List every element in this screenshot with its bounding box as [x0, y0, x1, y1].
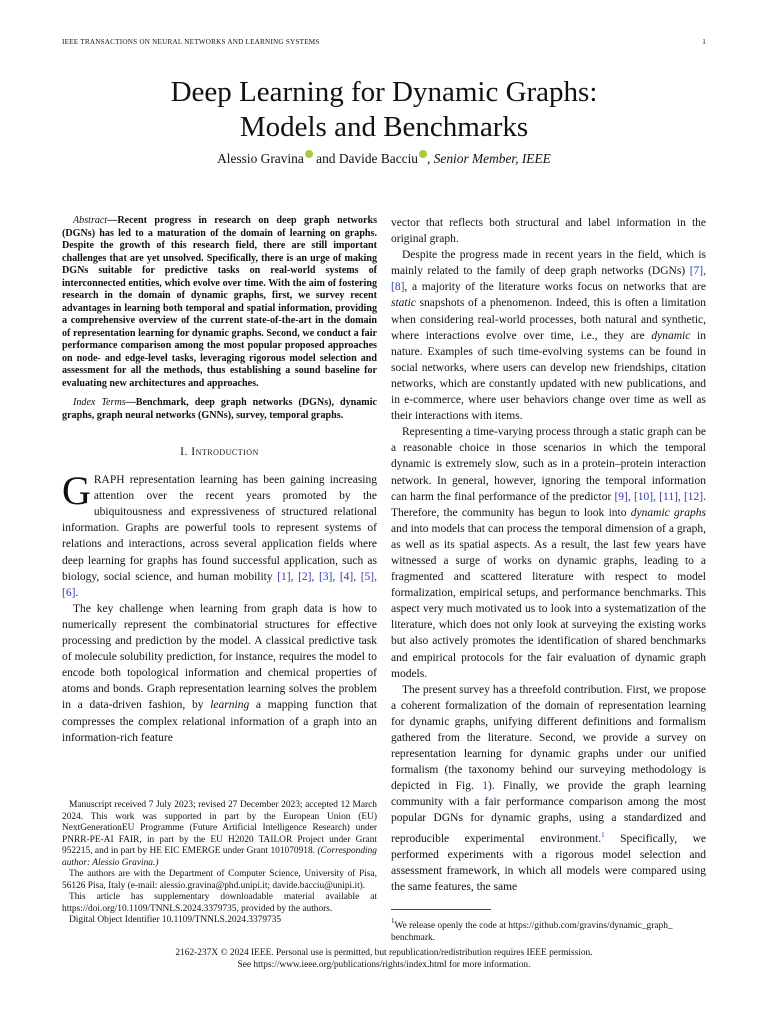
abstract-label: Abstract [73, 215, 108, 226]
citation-link[interactable]: [1], [2], [3], [4], [5], [6] [62, 570, 377, 599]
section-heading-introduction [62, 444, 377, 460]
paragraph-text: a mapping function that compresses the complex relational information of a graph into an information-rich feature [62, 699, 378, 744]
title-line-1: Deep Learning for Dynamic Graphs: [170, 76, 598, 108]
intro-paragraph-continued: vector that reflects both structural and label information in the original graph. [391, 217, 706, 246]
section-numeral: I. [180, 446, 188, 458]
footnote-mark: 1 [391, 917, 395, 925]
right-column [391, 215, 706, 895]
index-terms [62, 397, 377, 422]
index-terms-text: Benchmark, deep graph networks (DGNs), dynamic graphs, graph neural networks (GNNs), survey, temporal graphs. [62, 397, 377, 421]
paragraph-text: ). Finally, we provide the graph learning community with a fair performance comparison among the most popular DGNs for dynamic graphs, using a standardized and reproducible experimental environment. [391, 780, 706, 845]
code-footnote [391, 916, 706, 944]
intro-paragraph-4 [391, 424, 706, 682]
index-terms-dash: — [125, 397, 136, 408]
paragraph-text: Despite the progress made in recent years in the field, which is mainly related to the family of deep graph networks (DGNs) [391, 249, 706, 278]
footnote-text: We release openly the code at https://github.com/gravins/dynamic_graph_ benchmark. [391, 921, 673, 943]
copyright-notice [0, 948, 768, 971]
author-conjunction: and [312, 151, 339, 166]
left-column [62, 215, 377, 746]
corresponding-author: (Corresponding author: Alessio Gravina.) [62, 846, 377, 868]
drop-cap: G [62, 468, 91, 514]
author-gravina: Alessio Gravina [217, 151, 304, 166]
paragraph-text: , a majority of the literature works focus on networks that are [404, 281, 706, 294]
emphasis: dynamic graphs [630, 506, 706, 519]
abstract-text: Recent progress in research on deep graph networks (DGNs) has led to a maturation of the domain of learning on graphs. Despite the growth of this research field, there are still important challenges that are yet unsolved. Specifically, there is an urge of making DGNs suitable for predictive tasks on real-world systems of interconnected entities, which evolve over time. With the aim of fostering research in the domain of dynamic graphs, first, we survey recent advantages in learning both temporal and spatial information, providing a comprehensive overview of the current state-of-the-art in the domain of representation learning for dynamic graphs. Second, we conduct a fair performance comparison among the most popular proposed approaches on node- and edge-level tasks, leveraging rigorous model selection and assessment for all the methods, thus establishing a sound baseline for evaluating new architectures and approaches. [62, 215, 377, 389]
orcid-icon[interactable] [305, 150, 313, 158]
citation-link[interactable]: [7], [8] [391, 265, 706, 294]
orcid-icon[interactable] [419, 150, 427, 158]
paragraph-text: The key challenge when learning from graph data is how to numerically represent the combinatorial structures for effective processing and prediction by the model. A classical predictive task of molecule solubility prediction, for instance, requires the model to encode both topological information and chemical properties of atoms and bonds. Graph representation learning solves the problem in a data-driven fashion, by [62, 602, 377, 712]
paragraph-text: snapshots of a phenomenon. Indeed, this is often a limitation when considering real-world processes, both natural and synthetic, where interactions evolve over time, i.e., they are [391, 297, 706, 342]
paragraph-text: . Therefore, the community has begun to look into [391, 490, 706, 519]
figure-link[interactable]: 1 [482, 780, 488, 793]
section-title: Introduction [191, 446, 259, 458]
page-number: 1 [702, 38, 706, 46]
footnote-link[interactable]: 1 [601, 830, 605, 839]
emphasis: learning [210, 699, 250, 712]
intro-paragraph-3 [391, 247, 706, 424]
paragraph-text: RAPH representation learning has been gaining increasing attention over the recent years promoted by the ubiquitousness and expressiveness of structured relational information. Graphs are powerful tools to represent systems of relations and interactions, across several application fields where deep learning for graphs has found successful application, such as biology, social science, and human mobility [62, 474, 377, 583]
index-terms-label: Index Terms [73, 397, 126, 408]
footnote-divider [391, 909, 491, 910]
manuscript-footnote [62, 800, 377, 927]
copyright-line-1: 2162-237X © 2024 IEEE. Personal use is permitted, but republication/redistribution requires IEEE permission. [175, 948, 593, 958]
author-line [0, 150, 768, 167]
intro-paragraph-1 [62, 468, 377, 601]
citation-link[interactable]: [9], [10], [11], [12] [614, 490, 704, 503]
footnote-text: Manuscript received 7 July 2023; revised 27 December 2023; accepted 12 March 2024. This work was supported in part by the European Union (EU) NextGenerationEU Programme (Future Artificial Intelligence Research) under PNRR-PE-AI FAIR, in part by the EU H2020 TAILOR Project under Grant 952215, and in part by HE EIC EMERGE under Grant 101070918. [62, 800, 377, 856]
paragraph-text: . [75, 586, 79, 599]
footnote-supplementary: This article has supplementary downloadable material available at https://doi.org/10.1109/TNNLS.2024.3379735, provided by the authors. [62, 892, 377, 914]
copyright-line-2: See https://www.ieee.org/publications/rights/index.html for more information. [237, 959, 531, 970]
paragraph-text: The present survey has a threefold contribution. First, we propose a coherent formalization of the domain of representation learning for dynamic graphs, unifying different definitions and formalism gathered from the literature. Second, we provide a survey on representation learning for dynamic graphs under our unified formalism (the taxonomy behind our surveying methodology is depicted in Fig. [391, 683, 706, 793]
footnote-funding [62, 800, 377, 869]
abstract-dash: — [107, 215, 118, 226]
paragraph-text: and into models that can process the temporal dimension of a graph, as well as its spatial aspects. As a result, the last few years have witnessed a surge of works on dynamic graphs, leading to a fragmented and scattered literature with respect to model formalization, empirical setups, and performance benchmarks. This aspect very much motivated us to look into a systematization of the literature, which does not only look at surveying the existing works but also actively promotes the identification of shared benchmarks and empirical protocols for the fair evaluation of dynamic graph models. [391, 522, 706, 680]
paragraph-text: in nature. Examples of such time-evolving systems can be found in social networks, where users can develop new friendships, citation networks, which are constantly updated with new publications, and in e-commerce, where user behaviors change over time as well as their interactions with items. [391, 329, 706, 423]
abstract [62, 215, 377, 390]
intro-paragraph-5 [391, 682, 706, 895]
paragraph-text: Representing a time-varying process through a static graph can be a reasonable choice in those scenarios in which the temporal dynamic is extremely slow, such as in a protein–protein interaction network. In general, however, ignoring the temporal information can harm the final performance of the predictor [391, 426, 706, 503]
author-membership: , Senior Member, IEEE [427, 151, 551, 166]
emphasis: dynamic [651, 329, 691, 342]
paper-title [0, 75, 768, 145]
author-bacciu: Davide Bacciu [338, 151, 419, 166]
paragraph-text: Specifically, we performed experiments with a rigorous model selection and assessment framework, in which all models were compared using the same features, the same [391, 832, 706, 893]
title-line-2: Models and Benchmarks [239, 111, 529, 143]
running-head: IEEE TRANSACTIONS ON NEURAL NETWORKS AND LEARNING SYSTEMS [62, 38, 320, 46]
footnote-doi: Digital Object Identifier 10.1109/TNNLS.2024.3379735 [69, 915, 282, 925]
emphasis: static [391, 297, 416, 310]
intro-paragraph-2 [62, 601, 377, 746]
footnote-affiliation: The authors are with the Department of Computer Science, University of Pisa, 56126 Pisa, Italy (e-mail: alessio.gravina@phd.unipi.it; davide.bacciu@unipi.it). [62, 869, 377, 891]
